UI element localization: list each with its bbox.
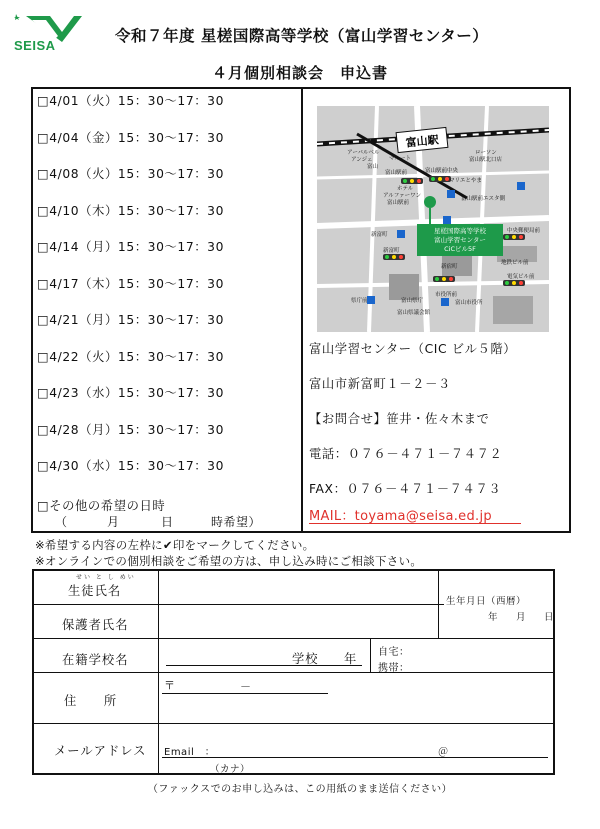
- page-title: 令和７年度 星槎国際高等学校（富山学習センター）: [115, 27, 489, 45]
- fax-note: （ファックスでのお申し込みは、この用紙のまま送信ください）: [147, 784, 453, 795]
- tram-stop-icon: [517, 182, 525, 190]
- home-phone-label: 自宅：: [378, 647, 410, 658]
- map-label: アルファーワン: [383, 193, 422, 199]
- school-underline: [166, 665, 362, 666]
- map-center-line3: CiCビル5F: [444, 245, 476, 253]
- email-at: ＠: [438, 747, 449, 758]
- date-option[interactable]: □4/04（金）15：30～17：30: [37, 130, 225, 145]
- guardian-name-field[interactable]: [160, 606, 436, 636]
- date-option[interactable]: □4/22（火）15：30～17：30: [37, 349, 225, 364]
- map-label: 富山駅前: [387, 200, 410, 206]
- map-label: 富山: [367, 164, 379, 170]
- date-option[interactable]: □4/23（水）15：30～17：30: [37, 386, 225, 400]
- map-label: 新富町: [371, 232, 388, 238]
- other-time-label: 時希望）: [211, 515, 262, 529]
- other-date-option[interactable]: □その他の希望の日時: [37, 499, 166, 513]
- traffic-signal-icon: [429, 176, 451, 182]
- date-option[interactable]: □4/21（月）15：30～17：30: [37, 313, 225, 327]
- map-station-label: 富山駅: [405, 133, 440, 150]
- map-center-line2: 富山学習センター: [434, 236, 486, 244]
- map-label: 富山駅前エスタ側: [461, 196, 506, 202]
- map-label: 地鉄ビル前: [501, 260, 529, 266]
- date-option[interactable]: □4/14（月）15：30～17：30: [37, 240, 225, 254]
- school-name-field[interactable]: [166, 641, 362, 665]
- address-label: 住 所: [64, 694, 118, 708]
- date-option[interactable]: □4/01（火）15：30～17：30: [37, 94, 225, 108]
- other-month-label: 月: [107, 515, 120, 529]
- map-label: 富山駅前中央: [425, 168, 459, 174]
- map-label: ローソン: [475, 150, 497, 156]
- map-label: マルート: [389, 156, 412, 162]
- school-suffix: 学校: [292, 652, 319, 666]
- map-label: ホテル: [397, 186, 414, 192]
- center-address: 富山市新富町１－２－３: [309, 377, 451, 391]
- student-name-ruby: せい と し めい: [76, 574, 136, 581]
- traffic-signal-icon: [503, 280, 525, 286]
- date-option[interactable]: □4/30（水）15：30～17：30: [37, 459, 225, 473]
- address-field[interactable]: [160, 675, 550, 721]
- traffic-signal-icon: [383, 254, 405, 260]
- mobile-phone-label: 携帯：: [378, 663, 410, 674]
- date-list: [37, 94, 299, 496]
- application-form: [32, 569, 555, 775]
- birth-month-label: 月: [516, 612, 527, 623]
- guardian-name-label: 保護者氏名: [62, 618, 129, 632]
- page-subtitle: ４月個別相談会 申込書: [211, 64, 388, 82]
- school-name-label: 在籍学校名: [62, 653, 129, 667]
- access-map: [317, 106, 549, 332]
- note-online: ※オンラインでの個別相談をご希望の方は、申し込み時にご相談下さい。: [35, 554, 423, 568]
- schedule-box: [31, 87, 571, 533]
- traffic-signal-icon: [433, 276, 455, 282]
- tram-stop-icon: [443, 216, 451, 224]
- logo-text: SEISA: [14, 38, 56, 53]
- inquiry-contact: 【お問合せ】笹井・佐々木まで: [309, 412, 490, 426]
- birthdate-label: 生年月日（西暦）: [446, 596, 527, 607]
- location-pin-icon: [424, 196, 436, 208]
- postal-mark: 〒: [164, 679, 176, 692]
- star-icon: [14, 14, 20, 20]
- date-option[interactable]: □4/08（火）15：30～17：30: [37, 167, 225, 181]
- phone-number: 電話：０７６－４７１－７４７２: [309, 447, 503, 461]
- map-label: 富山市役所: [455, 300, 483, 306]
- postal-dash: －: [240, 680, 252, 693]
- email-address-label: メールアドレス: [54, 744, 147, 758]
- date-option[interactable]: □4/17（木）15：30～17：30: [37, 276, 225, 291]
- map-label: アンジェ: [351, 157, 373, 163]
- tram-stop-icon: [441, 298, 449, 306]
- kana-label: （カナ）: [210, 764, 251, 775]
- map-label: 富山県庁: [401, 298, 424, 304]
- phone-field[interactable]: [410, 641, 550, 669]
- traffic-signal-icon: [401, 178, 423, 184]
- map-label: 富山県議会館: [397, 310, 431, 316]
- map-label: マリエとやま: [449, 178, 482, 184]
- map-center-line1: 星槎国際高等学校: [434, 227, 486, 235]
- grade-suffix: 年: [344, 652, 358, 666]
- map-label: 県庁前: [351, 298, 368, 304]
- tram-stop-icon: [367, 296, 375, 304]
- open-paren: （: [55, 515, 68, 529]
- email-link[interactable]: MAIL：toyama@seisa.ed.jp: [309, 509, 492, 524]
- tram-stop-icon: [397, 230, 405, 238]
- map-label: アーバルベル: [347, 150, 380, 156]
- other-day-label: 日: [161, 515, 174, 529]
- email-underline: [309, 523, 521, 524]
- note-checkmark: ※希望する内容の左枠に✔印をマークしてください。: [35, 538, 315, 552]
- student-name-field[interactable]: [160, 573, 436, 603]
- box-divider: [301, 89, 303, 531]
- map-label: 富山駅北口店: [469, 157, 503, 163]
- email-prefix: Email ：: [164, 747, 216, 758]
- fax-number: FAX：０７６－４７１－７４７３: [309, 482, 502, 496]
- birth-year-label: 年: [488, 612, 499, 623]
- birth-day-label: 日: [544, 612, 555, 623]
- map-label: 中央郵便局前: [507, 228, 541, 234]
- traffic-signal-icon: [503, 234, 525, 240]
- map-label: 電気ビル前: [507, 274, 535, 280]
- map-label: 富山駅前: [385, 170, 408, 176]
- center-name: 富山学習センター（CIC ビル５階）: [309, 342, 517, 356]
- map-label: 新富町: [383, 248, 400, 254]
- date-option[interactable]: □4/28（月）15：30～17：30: [37, 422, 225, 437]
- email-field[interactable]: [210, 739, 546, 757]
- date-option[interactable]: □4/10（木）15：30～17：30: [37, 203, 225, 218]
- tram-stop-icon: [447, 190, 455, 198]
- email-underline-field: [162, 757, 548, 758]
- student-name-label: 生徒氏名: [68, 584, 122, 598]
- map-label: 市役所前: [435, 292, 458, 298]
- map-label: 新宿町: [441, 264, 458, 270]
